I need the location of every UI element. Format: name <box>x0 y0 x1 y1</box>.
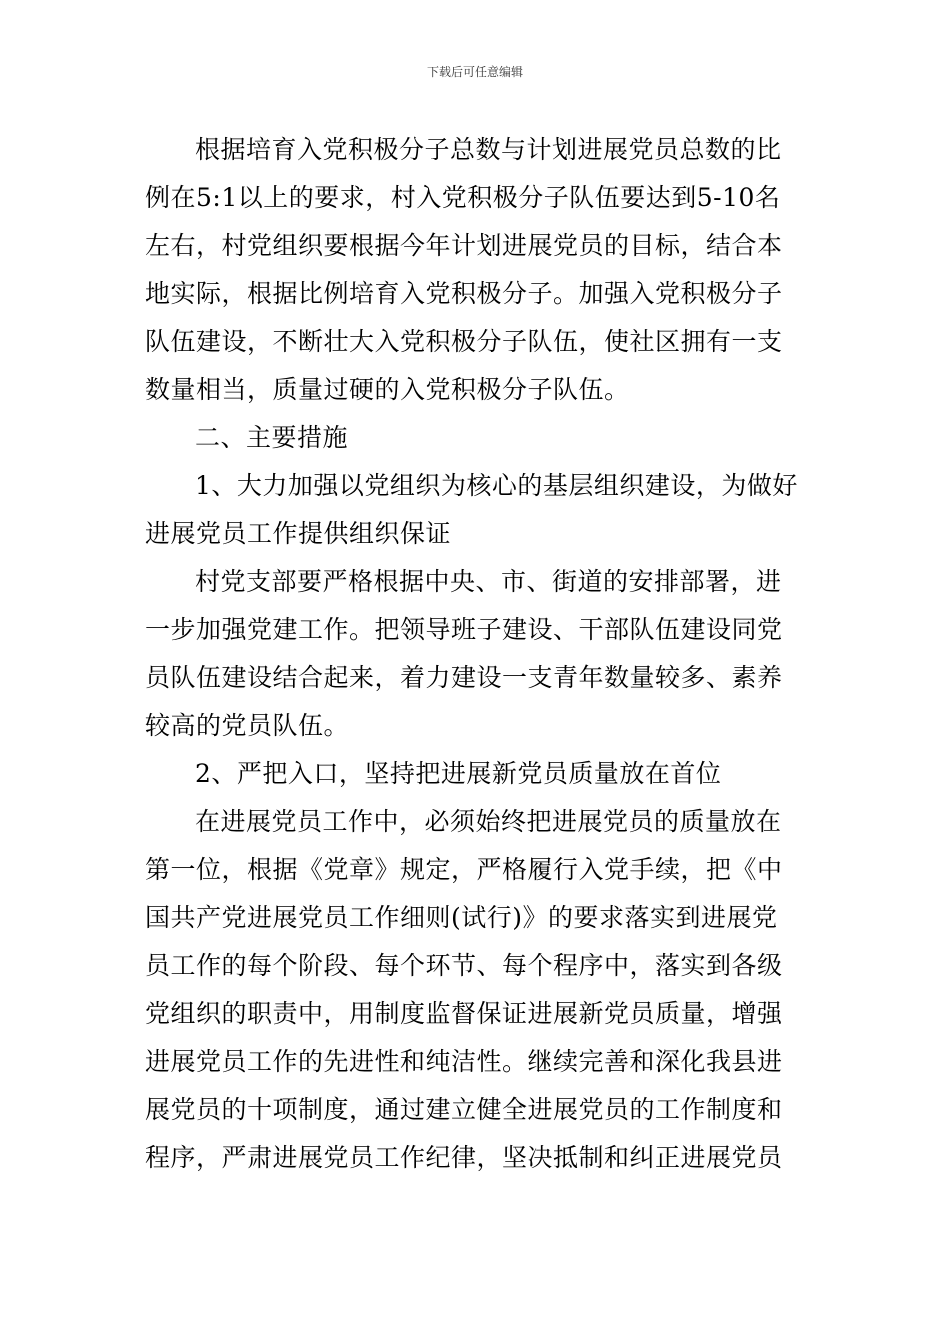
text-line: 村党支部要严格根据中央、市、街道的安排部署，进 <box>195 567 782 596</box>
text-line: 展党员的十项制度，通过建立健全进展党员的工作制度和 <box>145 1095 783 1124</box>
text-line: 左右，村党组织要根据今年计划进展党员的目标，结合本 <box>145 231 783 260</box>
text-line: 员队伍建设结合起来，着力建设一支青年数量较多、素养 <box>145 663 783 692</box>
text-line: 在进展党员工作中，必须始终把进展党员的质量放在 <box>195 807 782 836</box>
text-line: 根据培育入党积极分子总数与计划进展党员总数的比 <box>195 135 782 164</box>
text-line: 例在5:1以上的要求，村入党积极分子队伍要达到5-10名 <box>145 183 781 212</box>
document-body <box>145 126 807 1182</box>
text-line: 员工作的每个阶段、每个环节、每个程序中，落实到各级 <box>145 951 783 980</box>
text-line: 数量相当，质量过硬的入党积极分子队伍。 <box>145 375 630 404</box>
text-line: 程序，严肃进展党员工作纪律，坚决抵制和纠正进展党员 <box>145 1143 783 1172</box>
text-line: 队伍建设，不断壮大入党积极分子队伍，使社区拥有一支 <box>145 327 783 356</box>
page-header: 下载后可任意编辑 <box>426 65 523 79</box>
subheading-line: 进展党员工作提供组织保证 <box>145 519 452 548</box>
text-line: 一步加强党建工作。把领导班子建设、干部队伍建设同党 <box>145 615 783 644</box>
text-line: 第一位，根据《党章》规定，严格履行入党手续，把《中 <box>145 855 783 884</box>
text-line: 进展党员工作的先进性和纯洁性。继续完善和深化我县进 <box>145 1047 783 1076</box>
section-heading: 二、主要措施 <box>195 423 349 452</box>
text-line: 较高的党员队伍。 <box>145 711 350 740</box>
text-line: 地实际，根据比例培育入党积极分子。加强入党积极分子 <box>145 279 783 308</box>
text-line: 国共产党进展党员工作细则(试行)》的要求落实到进展党 <box>145 903 778 932</box>
subheading-line: 2、严把入口，坚持把进展新党员质量放在首位 <box>195 759 722 788</box>
subheading-line: 1、大力加强以党组织为核心的基层组织建设，为做好 <box>195 471 798 500</box>
text-line: 党组织的职责中，用制度监督保证进展新党员质量，增强 <box>145 999 783 1028</box>
